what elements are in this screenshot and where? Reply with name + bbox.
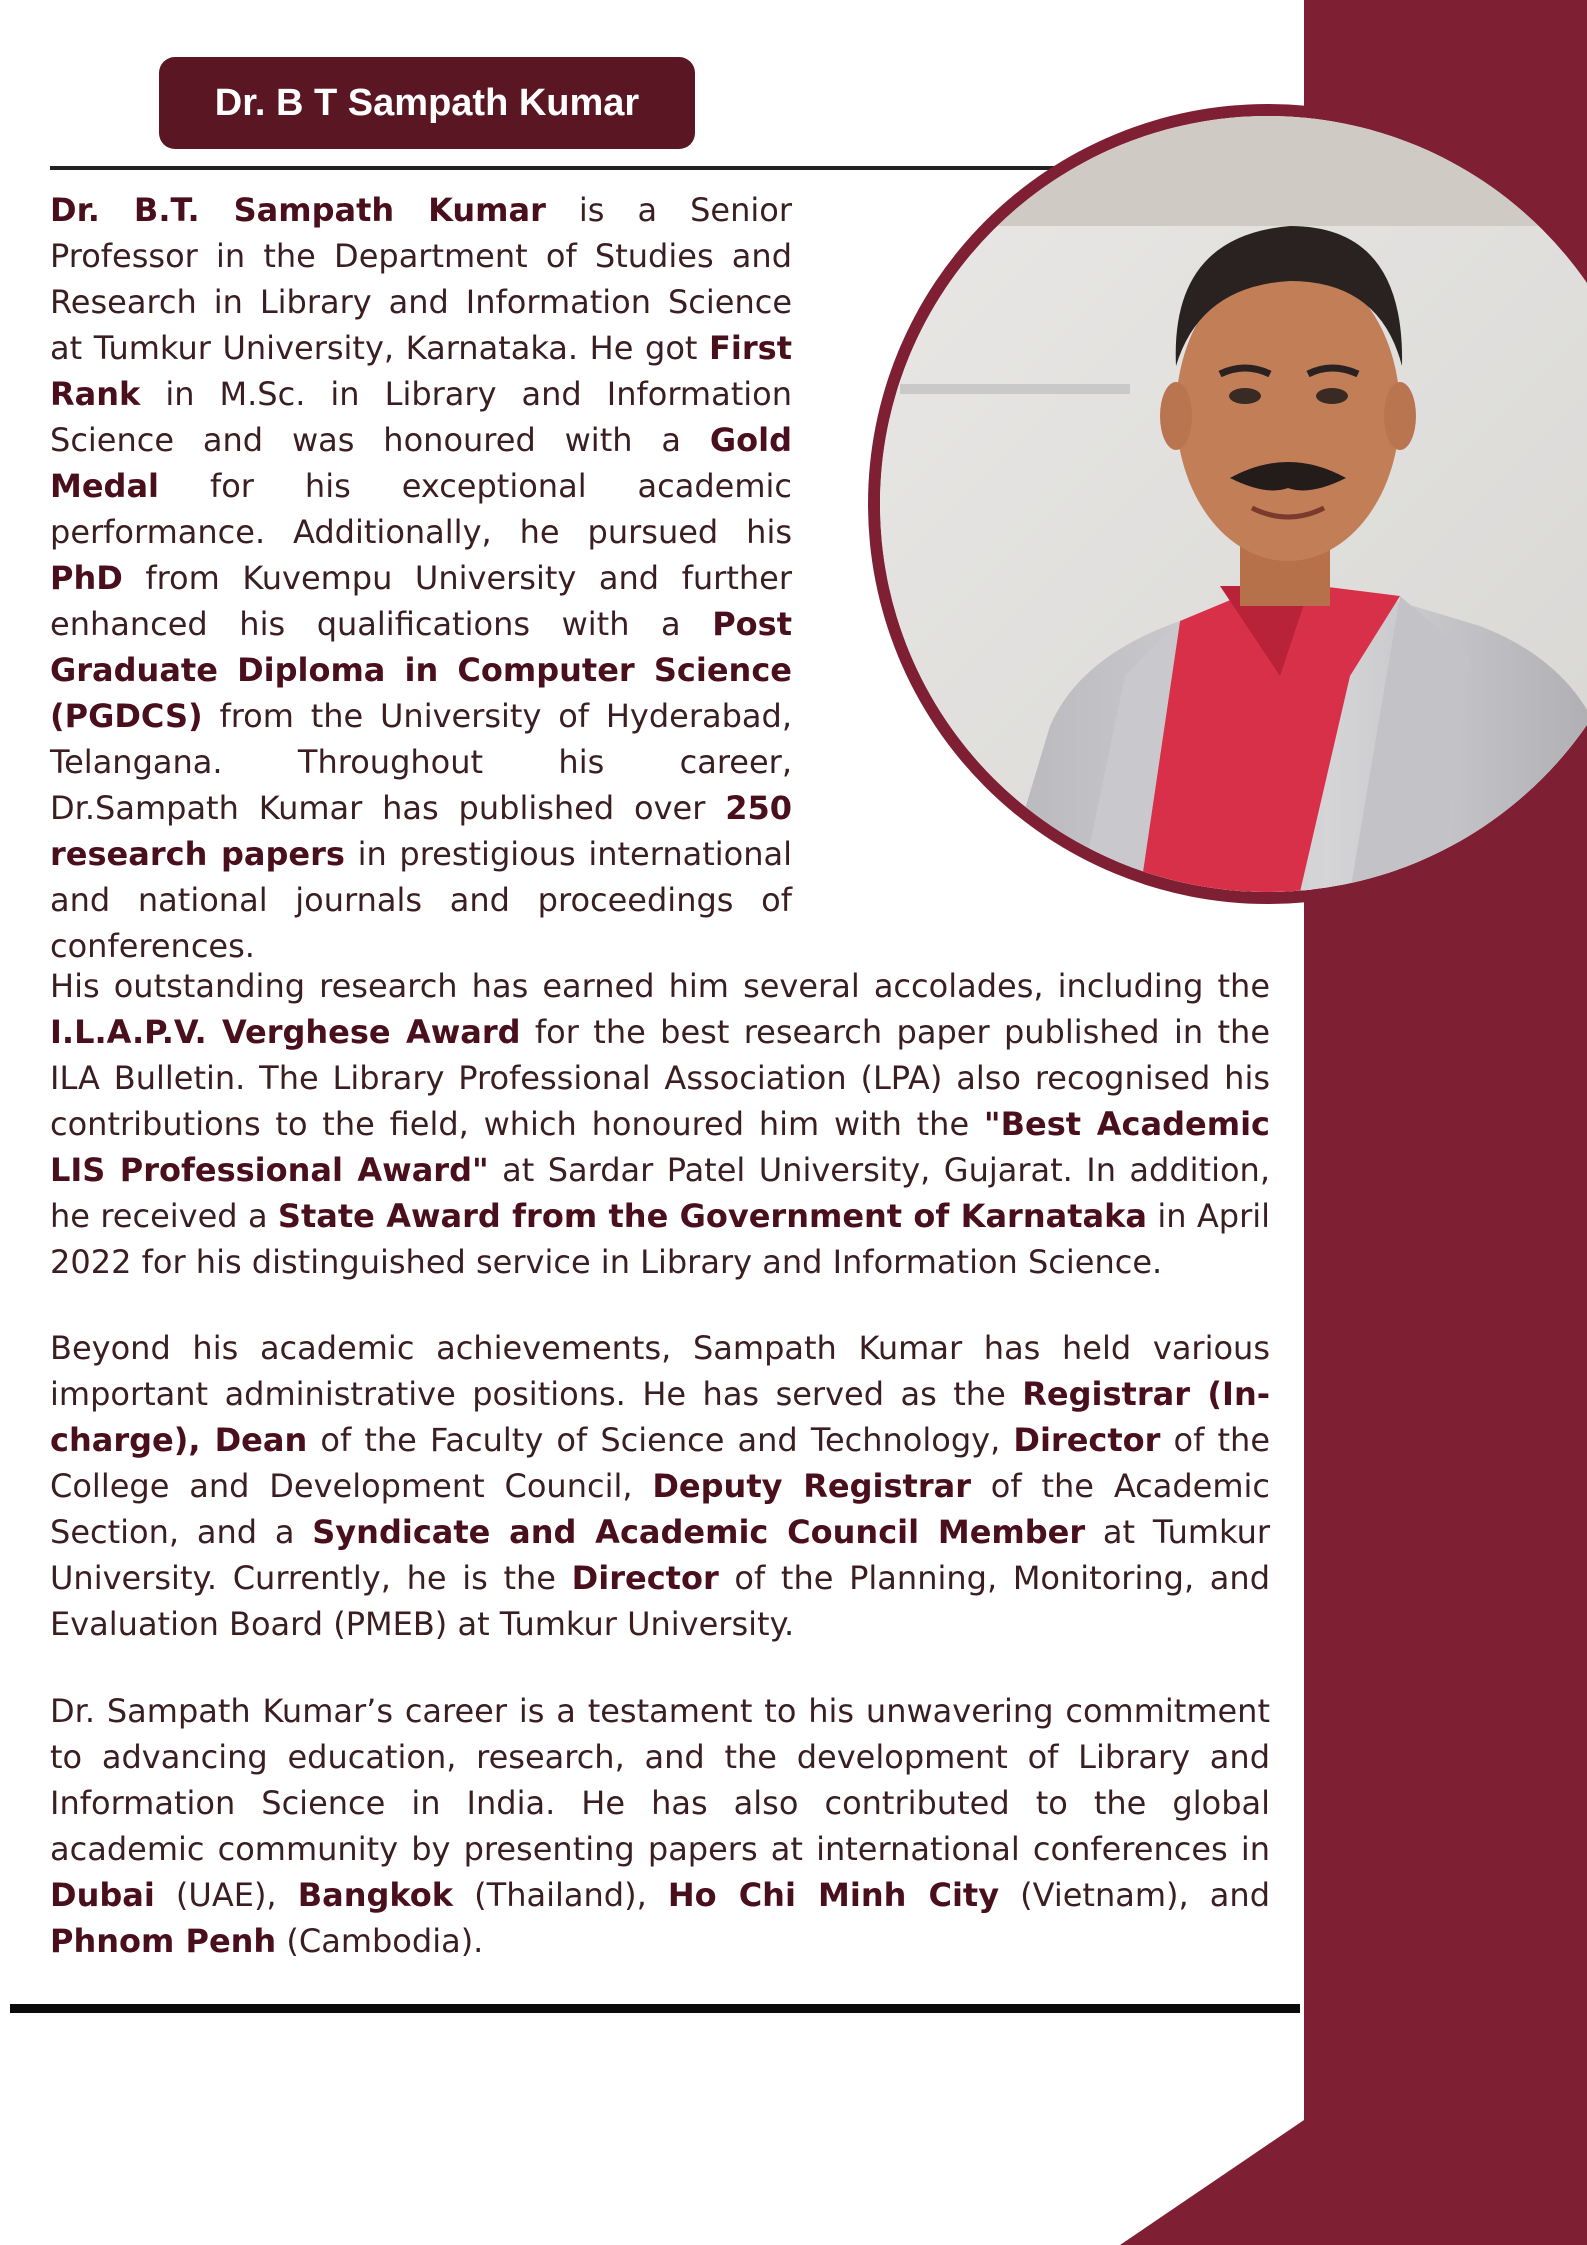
text-run: (UAE), bbox=[154, 1876, 298, 1914]
bold-phrase: Director bbox=[1013, 1421, 1161, 1459]
portrait-photo bbox=[880, 116, 1587, 892]
bold-phrase: Phnom Penh bbox=[50, 1922, 277, 1960]
bold-phrase: Deputy Registrar bbox=[652, 1467, 971, 1505]
text-run: from the University of Hyderabad, Telangana. Throughout his career, Dr.Sampath Kumar has published over bbox=[50, 697, 792, 827]
bold-phrase: 250 research papers bbox=[50, 789, 792, 873]
text-run: of the Planning, Monitoring, and Evaluation Board (PMEB) at Tumkur University. bbox=[50, 1559, 1270, 1643]
text-run: (Vietnam), and bbox=[999, 1876, 1270, 1914]
text-run: at Sardar Patel University, Gujarat. In addition, he received a bbox=[50, 1151, 1271, 1235]
text-run: (Thailand), bbox=[453, 1876, 668, 1914]
bold-phrase: Dubai bbox=[50, 1876, 155, 1914]
bold-phrase: Ho Chi Minh City bbox=[667, 1876, 1000, 1914]
portrait-frame bbox=[868, 104, 1587, 904]
bottom-divider bbox=[10, 2004, 1300, 2013]
text-run: His outstanding research has earned him several accolades, including the bbox=[50, 967, 1270, 1005]
administration-paragraph bbox=[50, 1325, 1270, 1647]
text-run: at Tumkur University. Currently, he is the bbox=[50, 1513, 1271, 1597]
text-run: of the Academic Section, and a bbox=[50, 1467, 1271, 1551]
text-run: for his exceptional academic performance. Additionally, he pursued his bbox=[50, 467, 792, 551]
text-run: in M.Sc. in Library and Information Science and was honoured with a bbox=[50, 375, 792, 459]
text-run: for the best research paper published in the ILA Bulletin. The Library Professional Association (LPA) also recognised his contributions to the field, which honoured him with the bbox=[50, 1013, 1271, 1143]
bold-phrase: Post Graduate Diploma in Computer Science (PGDCS) bbox=[50, 605, 792, 735]
awards-paragraph bbox=[50, 963, 1270, 1285]
name-banner bbox=[159, 57, 695, 149]
text-run: (Cambodia). bbox=[276, 1922, 484, 1960]
text-run: is a Senior Professor in the Department of Studies and Research in Library and Information Science at Tumkur University, Karnataka. He got bbox=[50, 191, 793, 367]
career-paragraph bbox=[50, 1688, 1270, 1964]
bold-phrase: Director bbox=[571, 1559, 719, 1597]
bold-phrase: Gold Medal bbox=[50, 421, 792, 505]
text-run: Dr. Sampath Kumar’s career is a testament to his unwavering commitment to advancing education, research, and the development of Library and Information Science in India. He has also contributed to the global academic community by presenting papers at international conferences in bbox=[50, 1692, 1270, 1868]
bold-phrase: Syndicate and Academic Council Member bbox=[312, 1513, 1086, 1551]
bold-phrase: I.L.A.P.V. Verghese Award bbox=[50, 1013, 521, 1051]
text-run: of the Faculty of Science and Technology, bbox=[307, 1421, 1014, 1459]
text-run: in April 2022 for his distinguished service in Library and Information Science. bbox=[50, 1197, 1271, 1281]
text-run: in prestigious international and national journals and proceedings of conferences. bbox=[50, 835, 793, 965]
bold-phrase: State Award from the Government of Karnataka bbox=[277, 1197, 1147, 1235]
bold-phrase: PhD bbox=[50, 559, 123, 597]
bold-phrase: First Rank bbox=[50, 329, 792, 413]
name-title: Dr. B T Sampath Kumar bbox=[214, 81, 640, 124]
bold-phrase: Registrar (In-charge), Dean bbox=[50, 1375, 1271, 1459]
bold-phrase: Bangkok bbox=[297, 1876, 454, 1914]
intro-paragraph bbox=[50, 187, 792, 969]
text-run: from Kuvempu University and further enhanced his qualifications with a bbox=[50, 559, 792, 643]
bold-phrase: "Best Academic LIS Professional Award" bbox=[50, 1105, 1270, 1189]
text-run: of the College and Development Council, bbox=[50, 1421, 1271, 1505]
text-run: Beyond his academic achievements, Sampath Kumar has held various important administrative positions. He has served as the bbox=[50, 1329, 1270, 1413]
portrait-illustration bbox=[880, 116, 1587, 892]
bold-phrase: Dr. B.T. Sampath Kumar bbox=[50, 191, 546, 229]
